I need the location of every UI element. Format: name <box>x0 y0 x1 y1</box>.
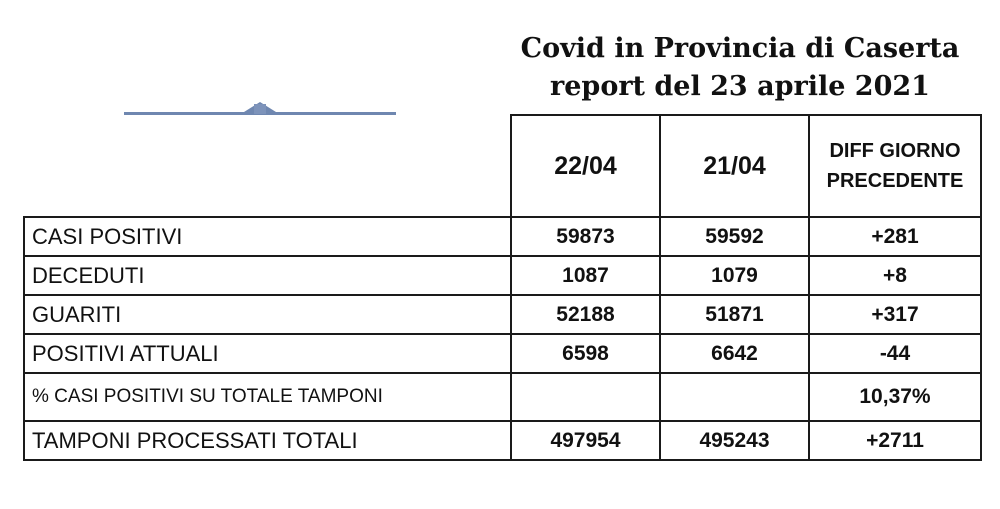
row-value-22-04: 1087 <box>511 256 660 295</box>
row-value-22-04: 52188 <box>511 295 660 334</box>
report-title-line2: report del 23 aprile 2021 <box>550 71 930 102</box>
row-value-22-04: 6598 <box>511 334 660 373</box>
table-row <box>24 421 981 460</box>
row-value-21-04: 1079 <box>660 256 809 295</box>
table-row <box>24 256 981 295</box>
report-title-line1: Covid in Provincia di Caserta <box>520 33 960 64</box>
header-diff <box>809 115 981 217</box>
row-diff: +317 <box>809 295 981 334</box>
row-value-22-04 <box>511 373 660 421</box>
row-label: DECEDUTI <box>24 256 511 295</box>
table-row <box>24 217 981 256</box>
row-diff: -44 <box>809 334 981 373</box>
row-label: POSITIVI ATTUALI <box>24 334 511 373</box>
row-value-22-04: 497954 <box>511 421 660 460</box>
header-blank-cell <box>24 115 511 217</box>
row-value-21-04: 59592 <box>660 217 809 256</box>
row-label: GUARITI <box>24 295 511 334</box>
table-header-row <box>24 115 981 217</box>
row-diff: +281 <box>809 217 981 256</box>
row-label: % CASI POSITIVI SU TOTALE TAMPONI <box>24 373 511 421</box>
table-row <box>24 295 981 334</box>
row-diff: +8 <box>809 256 981 295</box>
row-value-22-04: 59873 <box>511 217 660 256</box>
header-diff-line1: DIFF GIORNO <box>829 140 961 162</box>
header-date-1: 22/04 <box>511 115 660 217</box>
row-diff: 10,37% <box>809 373 981 421</box>
row-value-21-04: 6642 <box>660 334 809 373</box>
header-date-2: 21/04 <box>660 115 809 217</box>
row-label: CASI POSITIVI <box>24 217 511 256</box>
header-diff-line2: PRECEDENTE <box>826 170 964 192</box>
row-value-21-04: 51871 <box>660 295 809 334</box>
report-table <box>23 114 982 461</box>
row-diff: +2711 <box>809 421 981 460</box>
row-value-21-04: 495243 <box>660 421 809 460</box>
row-label: TAMPONI PROCESSATI TOTALI <box>24 421 511 460</box>
row-value-21-04 <box>660 373 809 421</box>
table-row <box>24 334 981 373</box>
report-title <box>505 30 975 106</box>
table-row <box>24 373 981 421</box>
